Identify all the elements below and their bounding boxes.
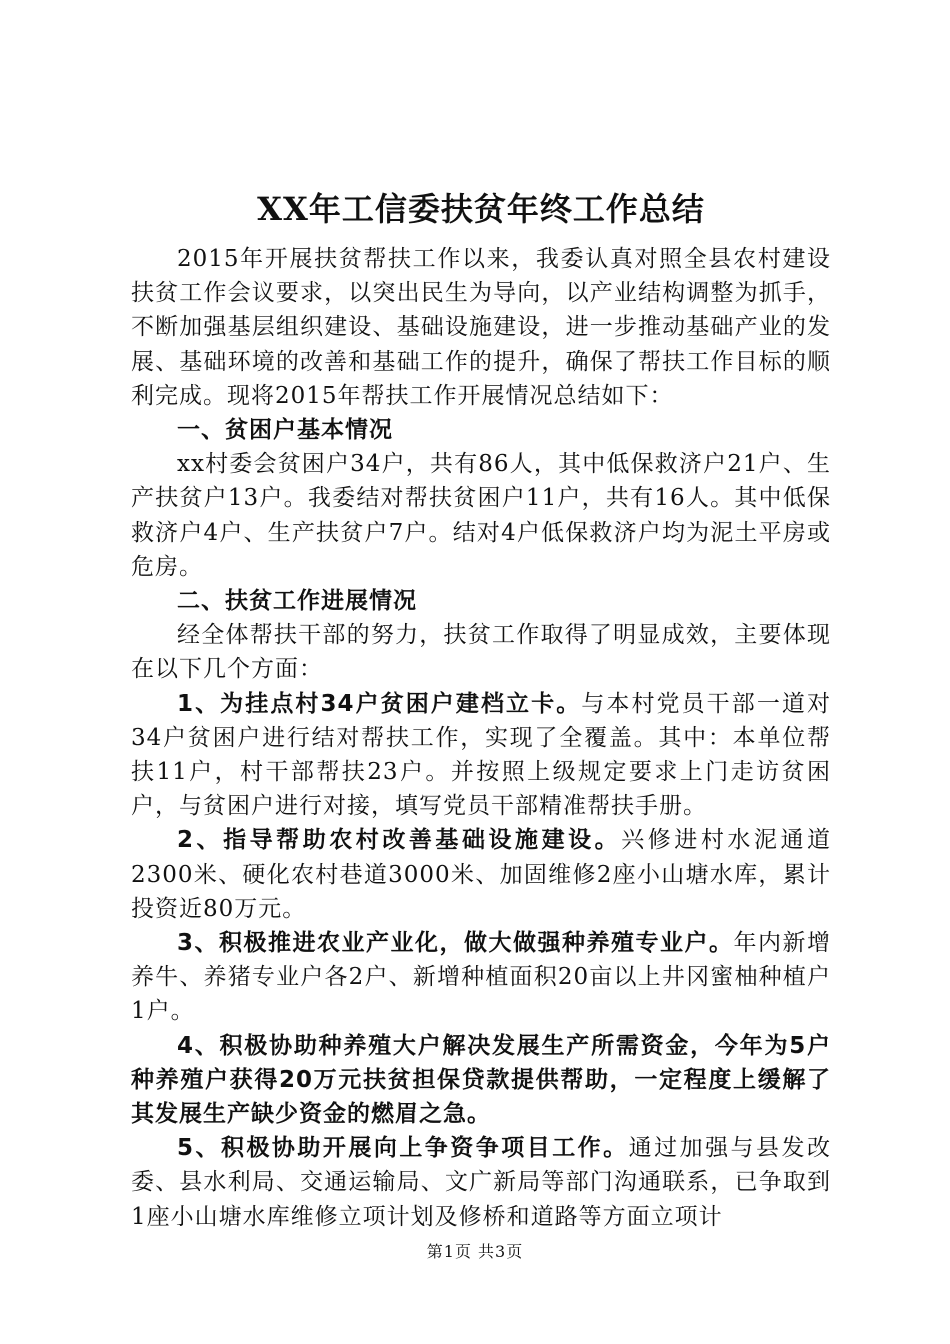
item-3-lead: 3、积极推进农业产业化，做大做强种养殖专业户。 — [177, 930, 734, 957]
section-heading-2: 二、扶贫工作进展情况 — [177, 588, 417, 615]
item-2-text: 兴修进村水泥通道2300米、硬化农村巷道3000米、加固维修2座小山塘水库，累计投资近80万元。 — [131, 827, 831, 922]
section-1-paragraph: xx村委会贫困户34户，共有86人，其中低保救济户21户、生产扶贫户13户。我委结对帮扶贫困户11户，共有16人。其中低保救济户4户、生产扶贫户7户。结对4户低保救济户均为泥土平房或危房。 — [131, 451, 831, 580]
page-number-footer: 第1页 共3页 — [426, 1242, 524, 1261]
document-title: XX年工信委扶贫年终工作总结 — [257, 190, 705, 228]
item-paragraph-3 — [131, 926, 831, 1029]
section-2-paragraph: 经全体帮扶干部的努力，扶贫工作取得了明显成效，主要体现在以下几个方面： — [131, 622, 831, 683]
item-5-lead: 5、积极协助开展向上争资争项目工作。 — [177, 1135, 629, 1162]
intro-paragraph: 2015年开展扶贫帮扶工作以来，我委认真对照全县农村建设扶贫工作会议要求，以突出民生为导向，以产业结构调整为抓手，不断加强基层组织建设、基础设施建设，进一步推动基础产业的发展、基础环境的改善和基础工作的提升，确保了帮扶工作目标的顺利完成。现将2015年帮扶工作开展情况总结如下： — [131, 246, 831, 409]
item-2-lead: 2、指导帮助农村改善基础设施建设。 — [177, 827, 622, 854]
item-3-text: 年内新增养牛、养猪专业户各2户、新增种植面积20亩以上井冈蜜柚种植户1户。 — [131, 930, 831, 1025]
item-paragraph-1 — [131, 687, 831, 824]
item-paragraph-4 — [131, 1029, 831, 1132]
item-5-text: 通过加强与县发改委、县水利局、交通运输局、文广新局等部门沟通联系，已争取到1座小山塘水库维修立项计划及修桥和道路等方面立项计 — [131, 1135, 831, 1230]
item-1-lead: 1、为挂点村34户贫困户建档立卡。 — [177, 690, 582, 717]
item-paragraph-5 — [131, 1131, 831, 1234]
section-heading-1: 一、贫困户基本情况 — [177, 417, 393, 444]
item-paragraph-2 — [131, 823, 831, 926]
document-page — [131, 186, 831, 1234]
item-4-lead: 4、积极协助种养殖大户解决发展生产所需资金，今年为5户种养殖户获得20万元扶贫担保贷款提供帮助，一定程度上缓解了其发展生产缺少资金的燃眉之急。 — [131, 1032, 831, 1128]
item-1-text: 与本村党员干部一道对34户贫困户进行结对帮扶工作，实现了全覆盖。其中：本单位帮扶11户，村干部帮扶23户。并按照上级规定要求上门走访贫困户，与贫困户进行对接，填写党员干部精准帮扶手册。 — [131, 690, 831, 820]
